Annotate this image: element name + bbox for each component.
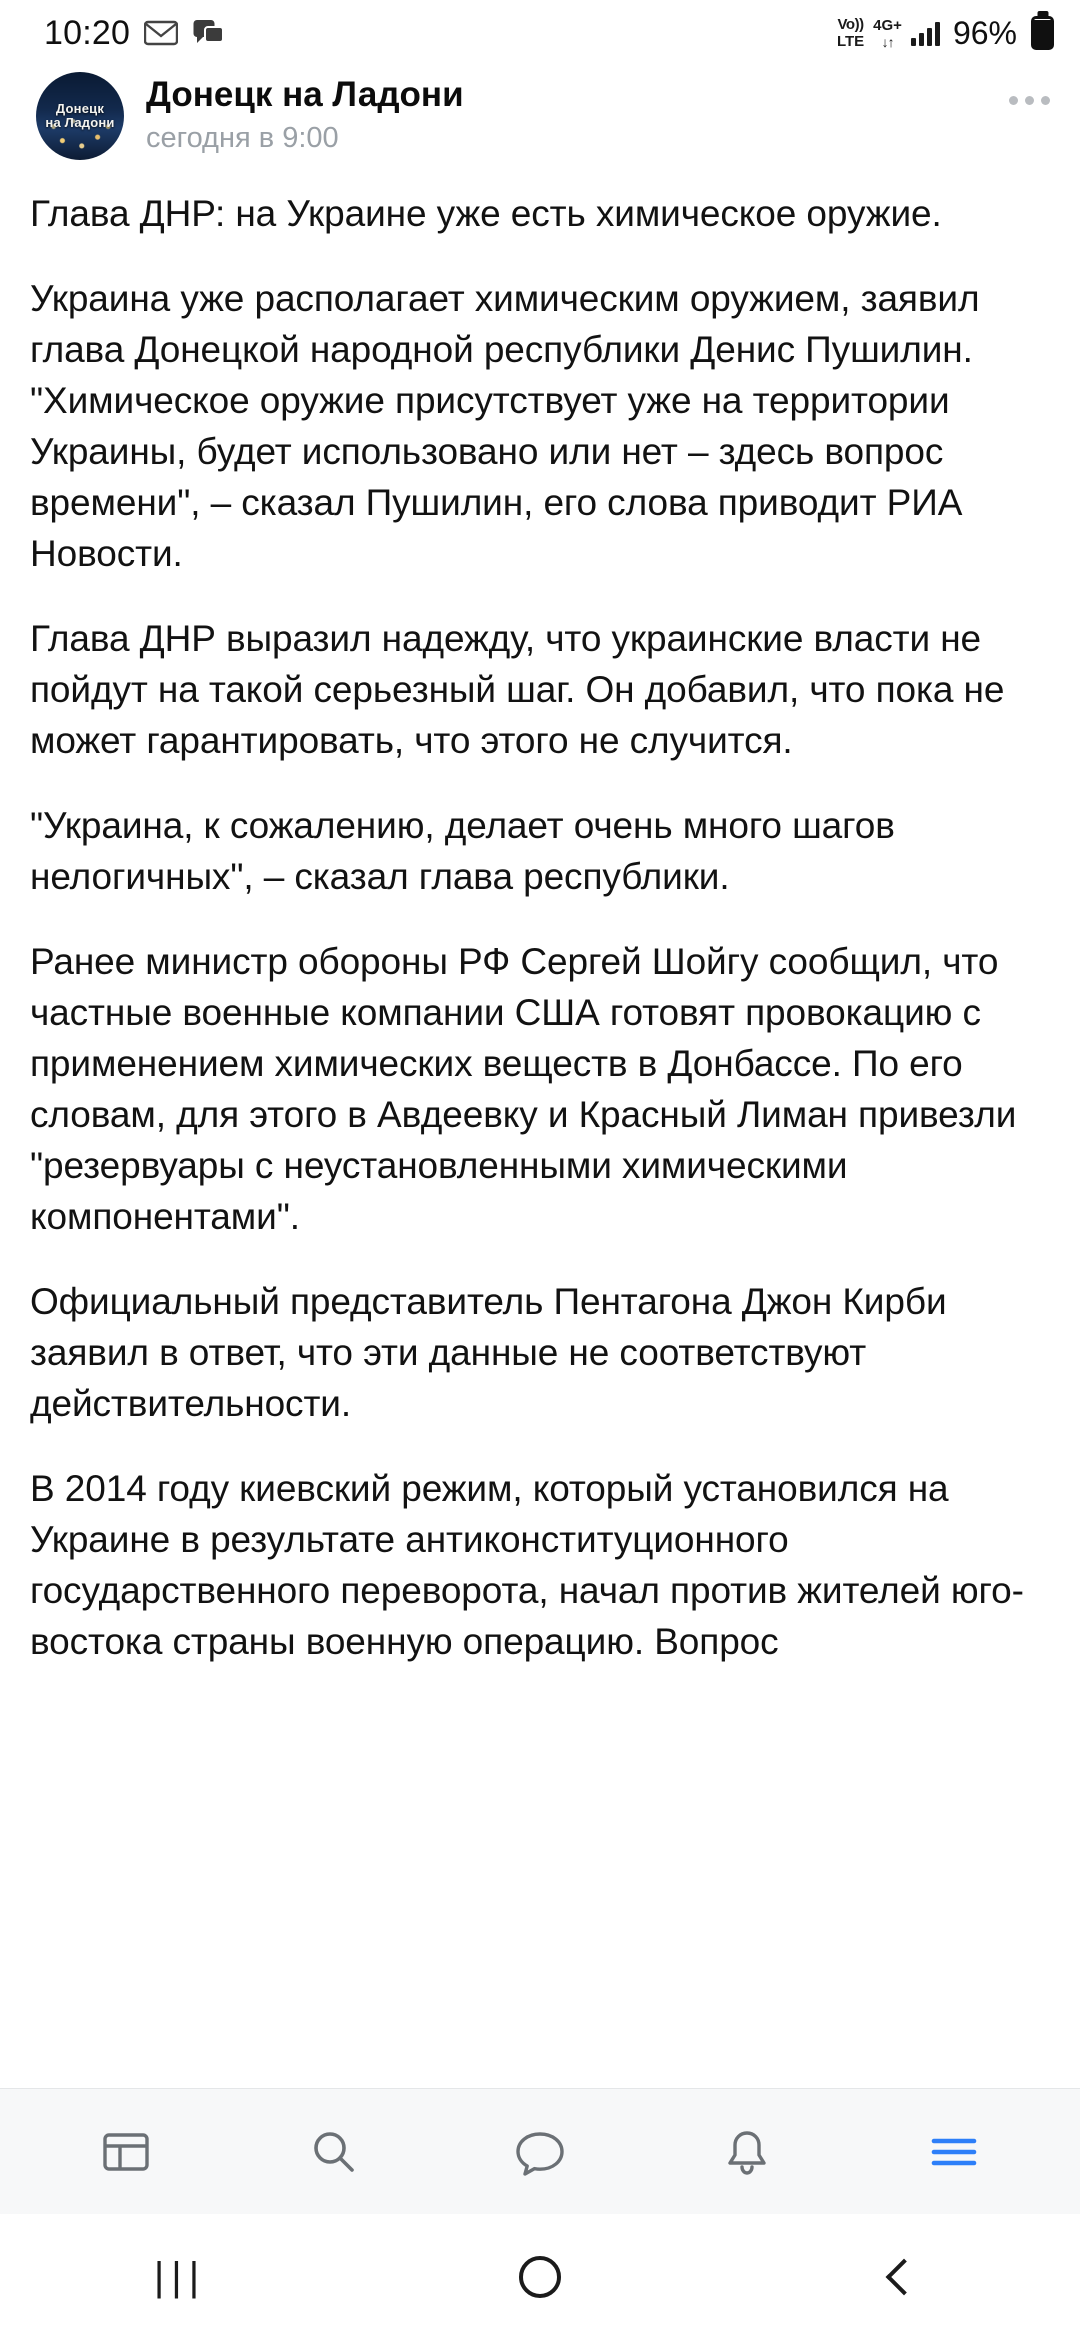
search-icon [305, 2124, 361, 2180]
home-icon [519, 2256, 561, 2298]
battery-percent: 96% [952, 14, 1017, 51]
post-paragraph: Глава ДНР выразил надежду, что украинские власти не пойдут на такой серьезный шаг. Он добавил, что пока не может гарантировать, что этого не случится. [30, 618, 1005, 761]
nav-item-search[interactable] [277, 2096, 389, 2208]
nav-item-messages[interactable] [484, 2096, 596, 2208]
avatar[interactable] [36, 72, 124, 160]
post-paragraph: Ранее министр обороны РФ Сергей Шойгу сообщил, что частные военные компании США готовят провокацию с применением химических веществ в Донбассе. По его словам, для этого в Авдеевку и Красный Лиман привезли "резервуары с неустановленными химическими компонентами". [30, 941, 1017, 1237]
post-body[interactable] [0, 158, 1080, 2088]
post-header[interactable] [0, 66, 1080, 158]
post-paragraph: В 2014 году киевский режим, который установился на Украине в результате антиконституционного государственного переворота, начал против жителей юго-востока страны военную операцию. Вопрос [30, 1468, 1024, 1662]
post-author[interactable]: Донецк на Ладони [146, 75, 464, 114]
recents-icon: ||| [153, 2255, 207, 2299]
avatar-label: Донецк на Ладони [45, 101, 115, 130]
battery-icon [1031, 16, 1054, 50]
volte-icon: Vo)) LTE [836, 16, 865, 50]
gmail-icon [144, 20, 178, 46]
post-paragraph: Официальный представитель Пентагона Джон Кирби заявил в ответ, что эти данные не соответствуют действительности. [30, 1281, 947, 1424]
nav-item-notifications[interactable] [691, 2096, 803, 2208]
status-bar [0, 0, 1080, 66]
post-paragraph: "Украина, к сожалению, делает очень много шагов нелогичных", – сказал глава республики. [30, 805, 895, 897]
system-home-button[interactable] [470, 2232, 610, 2322]
messages-icon [192, 18, 224, 48]
status-bar-right [837, 15, 1054, 52]
nav-item-menu[interactable] [898, 2096, 1010, 2208]
post-meta [146, 70, 987, 157]
post-timestamp: сегодня в 9:00 [146, 122, 339, 154]
back-icon [886, 2259, 923, 2296]
system-navigation-bar [0, 2214, 1080, 2340]
content-fade-overlay [0, 2034, 1080, 2088]
feed-icon [98, 2124, 154, 2180]
bell-icon [719, 2124, 775, 2180]
nav-item-feed[interactable] [70, 2096, 182, 2208]
network-type-icon: 4G+ ↓↑ [873, 16, 902, 50]
post-more-options-button[interactable] [1009, 70, 1050, 105]
signal-strength-icon [911, 20, 940, 46]
chat-bubble-icon [512, 2124, 568, 2180]
menu-icon [926, 2124, 982, 2180]
status-bar-left [44, 14, 224, 53]
system-recents-button[interactable] [110, 2232, 250, 2322]
bottom-navigation-bar [0, 2088, 1080, 2214]
post-paragraph: Украина уже располагает химическим оружием, заявил глава Донецкой народной республики Денис Пушилин. "Химическое оружие присутствует уже на территории Украины, будет использовано или нет – здесь вопрос времени", – сказал Пушилин, его слова приводит РИА Новости. [30, 278, 980, 574]
post-paragraph: Глава ДНР: на Украине уже есть химическое оружие. [30, 193, 942, 234]
system-back-button[interactable] [830, 2232, 970, 2322]
status-clock: 10:20 [44, 13, 131, 52]
